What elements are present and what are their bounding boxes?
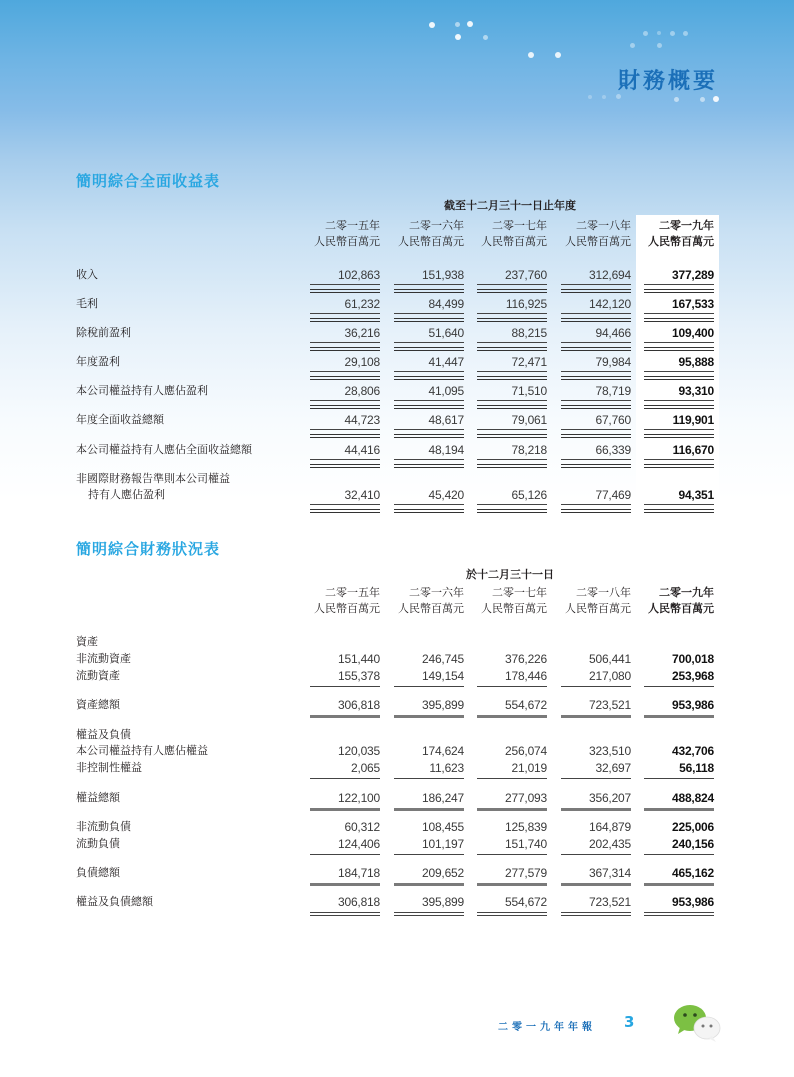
- underline-rule: [644, 400, 714, 401]
- underline-rule: [394, 912, 464, 916]
- value-cell: 101,197: [422, 837, 464, 851]
- value-cell: 277,093: [505, 791, 547, 805]
- value-cell: 79,061: [511, 413, 547, 427]
- page-title: 財務概要: [617, 69, 718, 94]
- underline-rule: [561, 313, 631, 314]
- value-cell: 78,218: [511, 443, 547, 457]
- row-label: 負債總額: [76, 866, 120, 879]
- underline-rule: [644, 912, 714, 916]
- underline-rule: [477, 342, 547, 343]
- value-cell: 108,455: [422, 820, 464, 834]
- underline-rule: [644, 376, 714, 380]
- value-cell: 202,435: [589, 837, 631, 851]
- value-cell: 164,879: [589, 820, 631, 834]
- underline-rule: [561, 400, 631, 401]
- underline-rule: [561, 464, 631, 468]
- underline-rule: [561, 289, 631, 293]
- value-cell: 246,745: [422, 652, 464, 666]
- underline-rule: [477, 347, 547, 351]
- underline-rule: [477, 318, 547, 322]
- column-header-2018: 二零一八年 人民幣百萬元: [565, 219, 631, 248]
- underline-rule: [310, 464, 380, 468]
- underline-rule: [394, 400, 464, 401]
- value-cell: 66,339: [595, 443, 631, 457]
- row-label: 非流動負債: [76, 820, 131, 833]
- value-cell: 93,310: [678, 384, 714, 398]
- value-cell: 77,469: [595, 488, 631, 502]
- row-label: 年度盈利: [76, 355, 120, 368]
- underline-rule: [644, 854, 714, 855]
- value-cell: 506,441: [589, 652, 631, 666]
- underline-rule: [561, 504, 631, 505]
- value-cell: 256,074: [505, 744, 547, 758]
- value-cell: 237,760: [505, 268, 547, 282]
- underline-rule: [561, 883, 631, 886]
- underline-rule: [310, 509, 380, 513]
- underline-rule: [644, 347, 714, 351]
- underline-rule: [644, 289, 714, 293]
- underline-rule: [477, 715, 547, 718]
- underline-rule: [644, 778, 714, 779]
- underline-rule: [394, 854, 464, 855]
- underline-rule: [310, 371, 380, 372]
- underline-rule: [310, 686, 380, 687]
- underline-rule: [394, 347, 464, 351]
- underline-rule: [477, 371, 547, 372]
- underline-rule: [394, 405, 464, 409]
- value-cell: 356,207: [589, 791, 631, 805]
- value-cell: 723,521: [589, 895, 631, 909]
- value-cell: 56,118: [679, 761, 714, 775]
- underline-rule: [477, 912, 547, 916]
- column-header-2017: 二零一七年 人民幣百萬元: [481, 219, 547, 248]
- value-cell: 41,447: [428, 355, 464, 369]
- underline-rule: [561, 405, 631, 409]
- row-label: 本公司權益持有人應佔盈利: [76, 384, 208, 397]
- value-cell: 217,080: [589, 669, 631, 683]
- underline-rule: [310, 313, 380, 314]
- underline-rule: [561, 509, 631, 513]
- value-cell: 151,440: [338, 652, 380, 666]
- underline-rule: [394, 313, 464, 314]
- value-cell: 306,818: [338, 895, 380, 909]
- underline-rule: [644, 405, 714, 409]
- value-cell: 88,215: [511, 326, 547, 340]
- value-cell: 32,410: [344, 488, 380, 502]
- value-cell: 125,839: [505, 820, 547, 834]
- value-cell: 65,126: [511, 488, 547, 502]
- value-cell: 48,194: [428, 443, 464, 457]
- underline-rule: [394, 808, 464, 811]
- underline-rule: [477, 429, 547, 430]
- underline-rule: [477, 400, 547, 401]
- value-cell: 94,466: [595, 326, 631, 340]
- balance-period-caption: 於十二月三十一日: [466, 568, 554, 581]
- underline-rule: [477, 464, 547, 468]
- value-cell: 488,824: [672, 791, 714, 805]
- underline-rule: [310, 715, 380, 718]
- value-cell: 45,420: [428, 488, 464, 502]
- value-cell: 60,312: [344, 820, 380, 834]
- value-cell: 376,226: [505, 652, 547, 666]
- value-cell: 109,400: [672, 326, 714, 340]
- value-cell: 124,406: [338, 837, 380, 851]
- column-header-2018: 二零一八年 人民幣百萬元: [565, 586, 631, 615]
- underline-rule: [394, 284, 464, 285]
- underline-rule: [477, 854, 547, 855]
- row-label: 流動負債: [76, 837, 120, 850]
- value-cell: 119,901: [672, 413, 714, 427]
- value-cell: 151,938: [422, 268, 464, 282]
- underline-rule: [644, 464, 714, 468]
- underline-rule: [561, 371, 631, 372]
- underline-rule: [561, 376, 631, 380]
- value-cell: 240,156: [672, 837, 714, 851]
- row-label-continued: 持有人應佔盈利: [88, 488, 165, 501]
- underline-rule: [477, 509, 547, 513]
- underline-rule: [394, 289, 464, 293]
- value-cell: 41,095: [428, 384, 464, 398]
- underline-rule: [477, 289, 547, 293]
- value-cell: 155,378: [338, 669, 380, 683]
- value-cell: 723,521: [589, 698, 631, 712]
- value-cell: 116,670: [672, 443, 714, 457]
- underline-rule: [394, 715, 464, 718]
- value-cell: 32,697: [595, 761, 631, 775]
- value-cell: 465,162: [672, 866, 714, 880]
- underline-rule: [561, 342, 631, 343]
- value-cell: 2,065: [350, 761, 380, 775]
- value-cell: 306,818: [338, 698, 380, 712]
- underline-rule: [310, 808, 380, 811]
- underline-rule: [394, 459, 464, 460]
- value-cell: 184,718: [338, 866, 380, 880]
- underline-rule: [644, 313, 714, 314]
- column-header-2015: 二零一五年 人民幣百萬元: [314, 586, 380, 615]
- underline-rule: [477, 504, 547, 505]
- row-label: 收入: [76, 268, 98, 281]
- row-label: 年度全面收益總額: [76, 413, 164, 426]
- underline-rule: [310, 504, 380, 505]
- underline-rule: [394, 686, 464, 687]
- value-cell: 71,510: [511, 384, 547, 398]
- underline-rule: [561, 686, 631, 687]
- underline-rule: [394, 509, 464, 513]
- value-cell: 277,579: [505, 866, 547, 880]
- underline-rule: [394, 434, 464, 438]
- value-cell: 122,100: [338, 791, 380, 805]
- underline-rule: [310, 342, 380, 343]
- value-cell: 186,247: [422, 791, 464, 805]
- underline-rule: [561, 459, 631, 460]
- underline-rule: [561, 347, 631, 351]
- underline-rule: [561, 434, 631, 438]
- value-cell: 44,416: [344, 443, 380, 457]
- underline-rule: [310, 318, 380, 322]
- value-cell: 554,672: [505, 698, 547, 712]
- underline-rule: [644, 883, 714, 886]
- value-cell: 554,672: [505, 895, 547, 909]
- page-number: 3: [624, 1013, 635, 1031]
- row-label: 非控制性權益: [76, 761, 142, 774]
- value-cell: 11,623: [429, 761, 464, 775]
- income-period-caption: 截至十二月三十一日止年度: [444, 199, 576, 212]
- underline-rule: [310, 854, 380, 855]
- value-cell: 253,968: [672, 669, 714, 683]
- value-cell: 312,694: [589, 268, 631, 282]
- row-label: 非國際財務報告準則本公司權益: [76, 472, 230, 485]
- value-cell: 95,888: [678, 355, 714, 369]
- value-cell: 367,314: [589, 866, 631, 880]
- column-header-2016: 二零一六年 人民幣百萬元: [398, 586, 464, 615]
- row-label: 權益總額: [76, 791, 120, 804]
- underline-rule: [644, 434, 714, 438]
- column-header-2019: 二零一九年 人民幣百萬元: [648, 586, 714, 615]
- underline-rule: [477, 376, 547, 380]
- value-cell: 700,018: [672, 652, 714, 666]
- value-cell: 432,706: [672, 744, 714, 758]
- row-label: 本公司權益持有人應佔權益: [76, 744, 208, 757]
- underline-rule: [394, 371, 464, 372]
- underline-rule: [644, 318, 714, 322]
- value-cell: 79,984: [595, 355, 631, 369]
- underline-rule: [310, 400, 380, 401]
- value-cell: 323,510: [589, 744, 631, 758]
- underline-rule: [394, 376, 464, 380]
- underline-rule: [394, 429, 464, 430]
- value-cell: 953,986: [672, 895, 714, 909]
- income-statement-title: 簡明綜合全面收益表: [76, 172, 221, 190]
- underline-rule: [477, 405, 547, 409]
- value-cell: 94,351: [678, 488, 714, 502]
- underline-rule: [310, 429, 380, 430]
- column-header-2019: 二零一九年 人民幣百萬元: [648, 219, 714, 248]
- underline-rule: [644, 342, 714, 343]
- value-cell: 78,719: [595, 384, 631, 398]
- underline-rule: [310, 459, 380, 460]
- underline-rule: [561, 284, 631, 285]
- underline-rule: [394, 504, 464, 505]
- value-cell: 29,108: [344, 355, 380, 369]
- value-cell: 72,471: [511, 355, 547, 369]
- underline-rule: [310, 347, 380, 351]
- underline-rule: [310, 883, 380, 886]
- value-cell: 120,035: [338, 744, 380, 758]
- balance-sheet-title: 簡明綜合財務狀況表: [76, 540, 221, 558]
- value-cell: 84,499: [428, 297, 464, 311]
- underline-rule: [394, 318, 464, 322]
- underline-rule: [477, 778, 547, 779]
- underline-rule: [644, 715, 714, 718]
- value-cell: 67,760: [595, 413, 631, 427]
- underline-rule: [310, 434, 380, 438]
- value-cell: 395,899: [422, 698, 464, 712]
- value-cell: 953,986: [672, 698, 714, 712]
- underline-rule: [644, 509, 714, 513]
- underline-rule: [561, 778, 631, 779]
- value-cell: 48,617: [428, 413, 464, 427]
- underline-rule: [561, 912, 631, 916]
- underline-rule: [644, 504, 714, 505]
- underline-rule: [644, 459, 714, 460]
- value-cell: 167,533: [672, 297, 714, 311]
- row-label: 流動資產: [76, 669, 120, 682]
- underline-rule: [394, 778, 464, 779]
- value-cell: 151,740: [505, 837, 547, 851]
- underline-rule: [561, 854, 631, 855]
- underline-rule: [561, 429, 631, 430]
- underline-rule: [310, 778, 380, 779]
- underline-rule: [310, 405, 380, 409]
- underline-rule: [394, 883, 464, 886]
- column-header-2015: 二零一五年 人民幣百萬元: [314, 219, 380, 248]
- underline-rule: [644, 686, 714, 687]
- value-cell: 36,216: [344, 326, 380, 340]
- underline-rule: [561, 715, 631, 718]
- value-cell: 377,289: [672, 268, 714, 282]
- value-cell: 102,863: [338, 268, 380, 282]
- underline-rule: [561, 318, 631, 322]
- underline-rule: [644, 284, 714, 285]
- underline-rule: [477, 459, 547, 460]
- value-cell: 209,652: [422, 866, 464, 880]
- underline-rule: [394, 342, 464, 343]
- value-cell: 116,925: [505, 297, 547, 311]
- row-label: 本公司權益持有人應佔全面收益總額: [76, 443, 252, 456]
- value-cell: 142,120: [589, 297, 631, 311]
- underline-rule: [310, 912, 380, 916]
- value-cell: 51,640: [428, 326, 464, 340]
- value-cell: 28,806: [344, 384, 380, 398]
- underline-rule: [310, 289, 380, 293]
- underline-rule: [394, 464, 464, 468]
- value-cell: 225,006: [672, 820, 714, 834]
- report-name: 二零一九年年報: [498, 1022, 596, 1033]
- underline-rule: [477, 808, 547, 811]
- row-label: 非流動資產: [76, 652, 131, 665]
- value-cell: 178,446: [505, 669, 547, 683]
- underline-rule: [477, 284, 547, 285]
- underline-rule: [644, 371, 714, 372]
- value-cell: 21,019: [511, 761, 547, 775]
- underline-rule: [561, 808, 631, 811]
- row-label: 資產總額: [76, 698, 120, 711]
- underline-rule: [477, 883, 547, 886]
- row-label: 毛利: [76, 297, 98, 310]
- underline-rule: [644, 429, 714, 430]
- underline-rule: [310, 376, 380, 380]
- value-cell: 174,624: [422, 744, 464, 758]
- column-header-2017: 二零一七年 人民幣百萬元: [481, 586, 547, 615]
- underline-rule: [477, 313, 547, 314]
- value-cell: 61,232: [344, 297, 380, 311]
- underline-rule: [310, 284, 380, 285]
- value-cell: 44,723: [344, 413, 380, 427]
- underline-rule: [477, 686, 547, 687]
- row-label: 除稅前盈利: [76, 326, 131, 339]
- column-header-2016: 二零一六年 人民幣百萬元: [398, 219, 464, 248]
- value-cell: 395,899: [422, 895, 464, 909]
- underline-rule: [644, 808, 714, 811]
- wechat-icon: [672, 1003, 722, 1043]
- underline-rule: [477, 434, 547, 438]
- value-cell: 149,154: [422, 669, 464, 683]
- row-label: 權益及負債總額: [76, 895, 153, 908]
